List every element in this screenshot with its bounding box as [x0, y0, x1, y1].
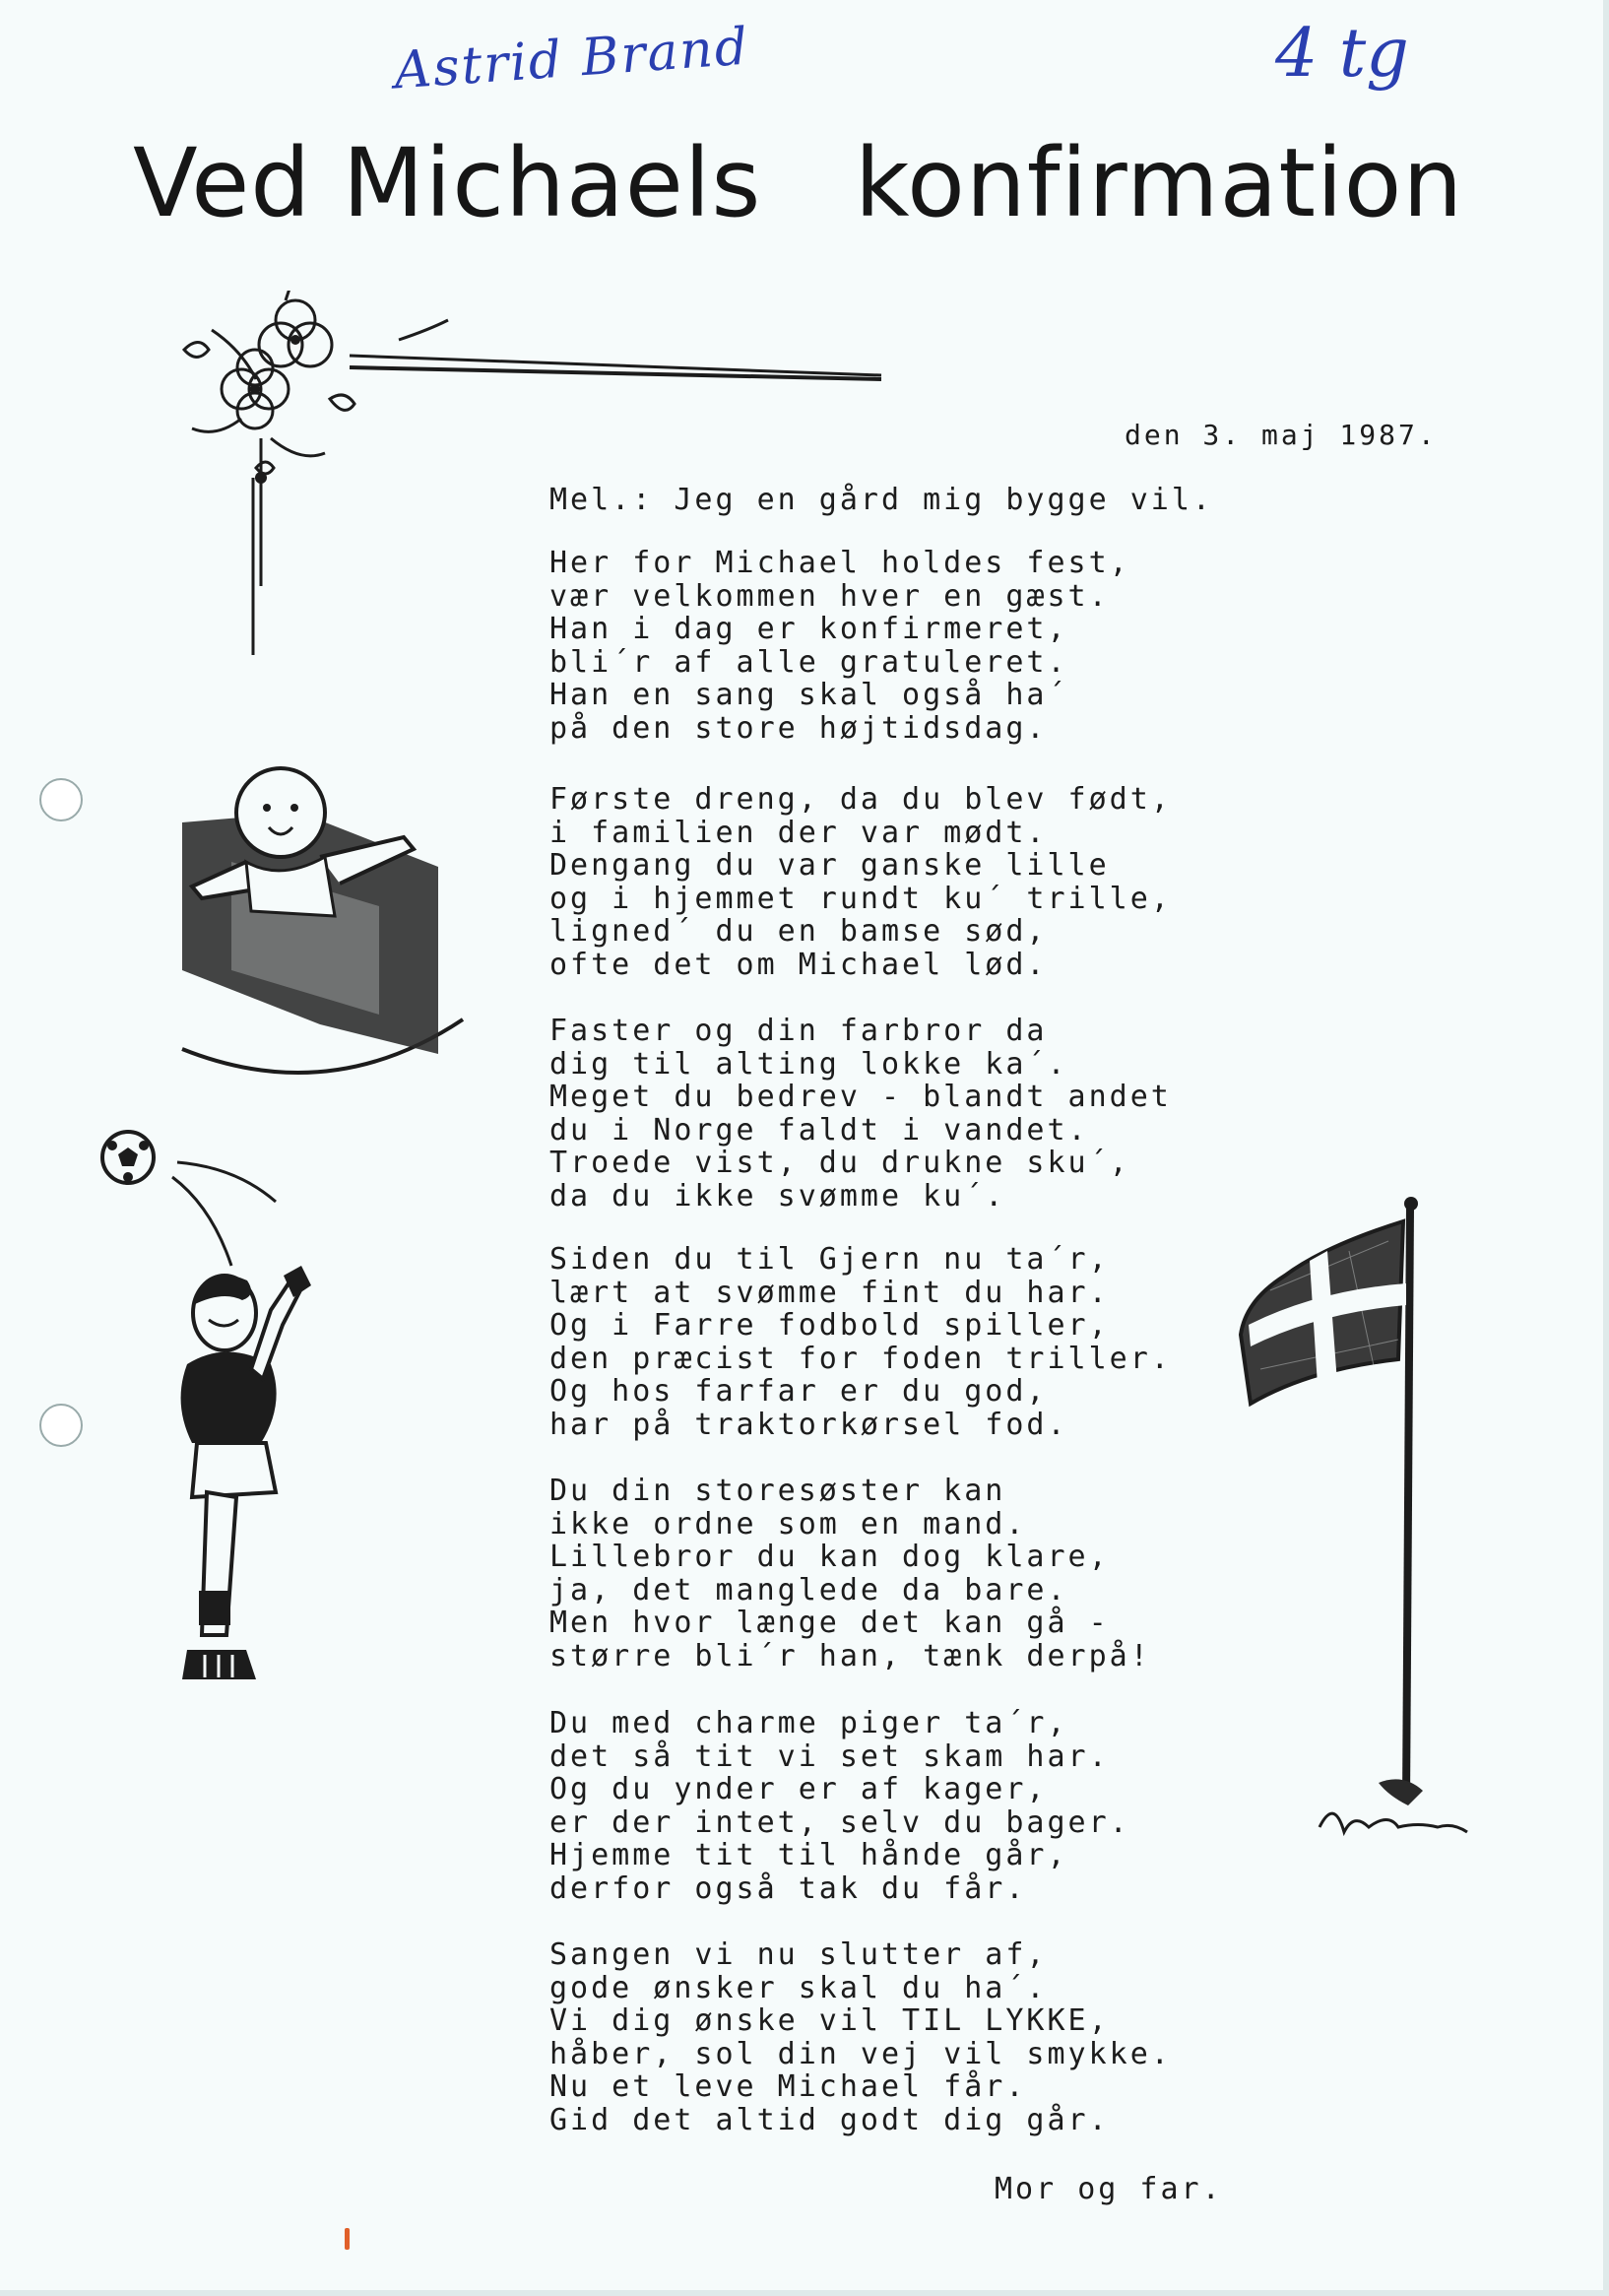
handwritten-mark: 4 tg — [1275, 15, 1409, 93]
stanza-2: Første dreng, da du blev født, i familien der var mødt. Dengang du var ganske lille og i hjemmet rundt ku´ trille, ligned´ du en bamse sød, ofte det om Michael lød. — [549, 782, 1172, 982]
date-line: den 3. maj 1987. — [1125, 419, 1438, 451]
punch-hole-top — [39, 778, 83, 821]
stanza-6: Du med charme piger ta´r, det så tit vi set skam har. Og du ynder er af kager, er der intet, selv du bager. Hjemme tit til hånde går, derfor også tak du får. — [549, 1706, 1130, 1906]
melody-line: Mel.: Jeg en gård mig bygge vil. — [549, 483, 1213, 517]
stanza-7: Sangen vi nu slutter af, gode ønsker skal du ha´. Vi dig ønske vil TIL LYKKE, håber, sol din vej vil smykke. Nu et leve Michael får. Gid det altid godt dig går. — [549, 1937, 1172, 2137]
soccer-ball-icon — [98, 1128, 158, 1187]
danish-flag-illustration — [1231, 1192, 1477, 1881]
handwritten-name: Astrid Brand — [392, 17, 751, 101]
stanza-4: Siden du til Gjern nu ta´r, lært at svømme fint du har. Og i Farre fodbold spiller, den præcist for foden triller. Og hos farfar er du god, har på traktorkørsel fod. — [549, 1242, 1172, 1442]
stanza-3: Faster og din farbror da dig til alting lokke ka´. Meget du bedrev - blandt andet du i Norge faldt i vandet. Troede vist, du drukne sku´, da du ikke svømme ku´. — [549, 1014, 1172, 1214]
stanza-5: Du din storesøster kan ikke ordne som en mand. Lillebror du kan dog klare, ja, det manglede da bare. Men hvor længe det kan gå - større bli´r han, tænk derpå! — [549, 1474, 1151, 1673]
stanza-1: Her for Michael holdes fest, vær velkommen hver en gæst. Han i dag er konfirmeret, bli´r af alle gratuleret. Han en sang skal også ha´ på den store højtidsdag. — [549, 546, 1130, 746]
football-player-illustration — [167, 1157, 364, 1748]
ink-speck — [345, 2228, 350, 2250]
punch-hole-bottom — [39, 1404, 83, 1447]
signature-line: Mor og far. — [995, 2172, 1223, 2206]
page-title: Ved Michaels konfirmation — [133, 128, 1464, 238]
baby-cradle-illustration — [172, 754, 468, 1088]
